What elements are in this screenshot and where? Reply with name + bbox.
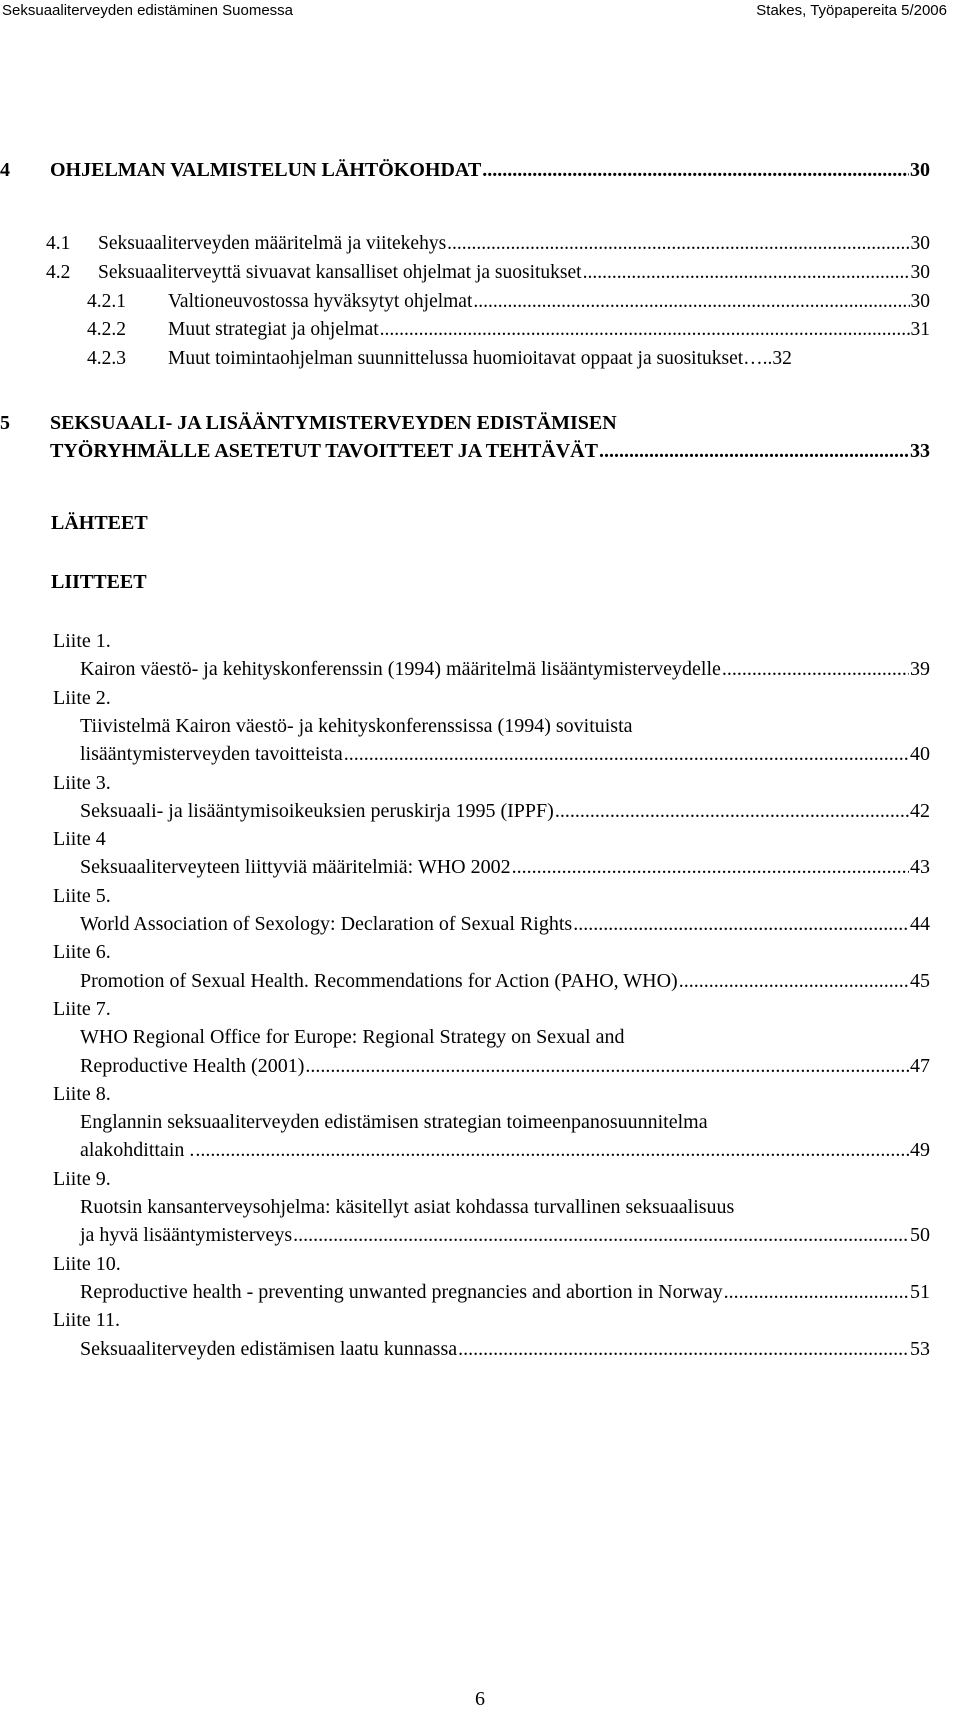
toc-number: 4	[0, 159, 10, 181]
dot-leader	[679, 970, 909, 993]
page-number: 6	[475, 1688, 485, 1710]
appendix-label: Liite 11.	[53, 1309, 121, 1332]
toc-number: 4.2.3	[87, 348, 126, 369]
dot-leader	[512, 856, 909, 879]
toc-number: 4.2.2	[87, 319, 126, 340]
toc-title: Muut strategiat ja ohjelmat	[168, 319, 379, 340]
appendix-label: Liite 9.	[53, 1167, 111, 1190]
appendix-entry[interactable]	[80, 970, 930, 993]
appendix-label: Liite 2.	[53, 686, 111, 709]
appendix-title-line: Reproductive health - preventing unwanted pregnancies and abortion in Norway	[80, 1280, 723, 1303]
dot-leader	[583, 262, 910, 284]
toc-title: Seksuaaliterveyttä sivuavat kansalliset ohjelmat ja suositukset	[98, 262, 582, 283]
appendix-title-line: Seksuaaliterveyden edistämisen laatu kunnassa	[80, 1337, 458, 1360]
dot-leader	[305, 1055, 909, 1078]
toc-title-line1: SEKSUAALI- JA LISÄÄNTYMISTERVEYDEN EDISTÄMISEN	[50, 412, 617, 434]
toc-title: Seksuaaliterveyden määritelmä ja viitekehys	[98, 233, 447, 254]
appendix-page: 44	[910, 913, 930, 935]
dot-leader	[380, 319, 910, 341]
dot-leader	[447, 233, 909, 255]
appendix-title-line: lisääntymisterveyden tavoitteista	[80, 743, 343, 766]
dot-leader	[482, 159, 909, 182]
toc-entry-chapter-5-line2[interactable]	[50, 440, 930, 463]
appendix-label: Liite 3.	[53, 771, 111, 794]
toc-page: 33	[910, 440, 930, 462]
dot-leader	[344, 743, 909, 766]
toc-number: 4.1	[46, 233, 71, 254]
toc-page: 30	[910, 291, 930, 312]
appendix-page: 47	[910, 1054, 930, 1077]
appendix-entry[interactable]	[80, 1055, 930, 1078]
appendix-entry[interactable]	[80, 743, 930, 766]
appendix-entry[interactable]	[80, 856, 930, 879]
toc-entry-4-1[interactable]	[46, 233, 930, 255]
appendix-page: 51	[910, 1280, 930, 1303]
dot-leader	[724, 1281, 909, 1304]
toc-title: Valtioneuvostossa hyväksytyt ohjelmat	[168, 291, 473, 312]
dot-leader	[722, 658, 909, 681]
dot-leader	[473, 291, 909, 313]
appendix-page: 39	[910, 658, 930, 681]
dot-leader	[573, 913, 909, 936]
toc-heading-liitteet[interactable]: LIITTEET	[51, 571, 147, 593]
appendix-page: 50	[910, 1224, 930, 1247]
toc-page: 31	[910, 319, 930, 340]
appendix-title-line[interactable]: Tiivistelmä Kairon väestö- ja kehityskonferenssissa (1994) sovituista	[80, 714, 633, 737]
appendix-label: Liite 8.	[53, 1082, 111, 1105]
appendix-title-line: Seksuaaliterveyteen liittyviä määritelmiä: WHO 2002	[80, 856, 511, 879]
appendix-title-line: Seksuaali- ja lisääntymisoikeuksien peruskirja 1995 (IPPF)	[80, 799, 554, 822]
toc-entry-chapter-5-line1[interactable]	[0, 412, 617, 435]
appendix-page: 43	[910, 856, 930, 879]
toc-page: 30	[910, 262, 930, 283]
appendix-label: Liite 4	[53, 828, 106, 851]
running-header	[0, 0, 960, 24]
appendix-title-line: alakohdittain .	[80, 1139, 195, 1162]
toc-title: Muut toimintaohjelman suunnittelussa huomioitavat oppaat ja suositukset…..32	[168, 348, 792, 369]
appendix-entry[interactable]	[80, 913, 930, 936]
toc-entry-chapter-4[interactable]	[0, 159, 930, 182]
appendix-label: Liite 1.	[53, 630, 111, 652]
appendix-label: Liite 7.	[53, 997, 111, 1020]
appendix-page: 53	[910, 1337, 930, 1360]
appendix-page: 45	[910, 969, 930, 992]
appendix-title-line: Kairon väestö- ja kehityskonferenssin (1994) määritelmä lisääntymisterveydelle	[80, 658, 721, 681]
header-series: Stakes, Työpapereita 5/2006	[756, 2, 947, 19]
toc-entry-4-2-2[interactable]	[87, 319, 930, 341]
appendix-entry[interactable]	[80, 1281, 930, 1304]
appendix-entry[interactable]	[80, 1224, 930, 1247]
appendix-title-line: Promotion of Sexual Health. Recommendations for Action (PAHO, WHO)	[80, 969, 678, 992]
appendix-entry[interactable]	[80, 1139, 930, 1162]
header-title: Seksuaaliterveyden edistäminen Suomessa	[2, 2, 293, 19]
appendix-title-line[interactable]: Ruotsin kansanterveysohjelma: käsitellyt asiat kohdassa turvallinen seksuaalisuus	[80, 1196, 735, 1218]
toc-page: 30	[910, 159, 930, 181]
toc-title: OHJELMAN VALMISTELUN LÄHTÖKOHDAT	[50, 159, 482, 181]
toc-entry-4-2[interactable]	[46, 262, 930, 284]
appendix-title-line: World Association of Sexology: Declaration of Sexual Rights	[80, 913, 573, 935]
toc-entry-4-2-3[interactable]	[87, 348, 930, 370]
appendix-title-line[interactable]: Englannin seksuaaliterveyden edistämisen strategian toimeenpanosuunnitelma	[80, 1111, 708, 1134]
dot-leader	[293, 1224, 909, 1247]
appendix-title-line: Reproductive Health (2001)	[80, 1054, 305, 1077]
appendix-page: 42	[910, 799, 930, 822]
toc-page: 30	[910, 233, 930, 254]
appendix-title-line[interactable]: WHO Regional Office for Europe: Regional Strategy on Sexual and	[80, 1026, 625, 1049]
appendix-entry[interactable]	[80, 658, 930, 681]
dot-leader	[458, 1338, 909, 1361]
toc-number: 4.2.1	[87, 291, 126, 312]
appendix-label: Liite 5.	[53, 884, 111, 907]
dot-leader	[195, 1139, 909, 1162]
toc-heading-lahteet[interactable]: LÄHTEET	[51, 512, 148, 534]
appendix-entry[interactable]	[80, 800, 930, 823]
appendix-title-line: ja hyvä lisääntymisterveys	[80, 1224, 293, 1247]
toc-number: 4.2	[46, 262, 71, 283]
dot-leader	[555, 800, 909, 823]
dot-leader	[599, 440, 909, 463]
appendix-page: 40	[910, 743, 930, 766]
appendix-label: Liite 10.	[53, 1252, 121, 1275]
appendix-entry[interactable]	[80, 1338, 930, 1361]
toc-number: 5	[0, 412, 10, 434]
toc-entry-4-2-1[interactable]	[87, 291, 930, 313]
appendix-label: Liite 6.	[53, 941, 111, 964]
toc-title-line2: TYÖRYHMÄLLE ASETETUT TAVOITTEET JA TEHTÄVÄT	[50, 440, 598, 462]
appendix-page: 49	[910, 1139, 930, 1162]
